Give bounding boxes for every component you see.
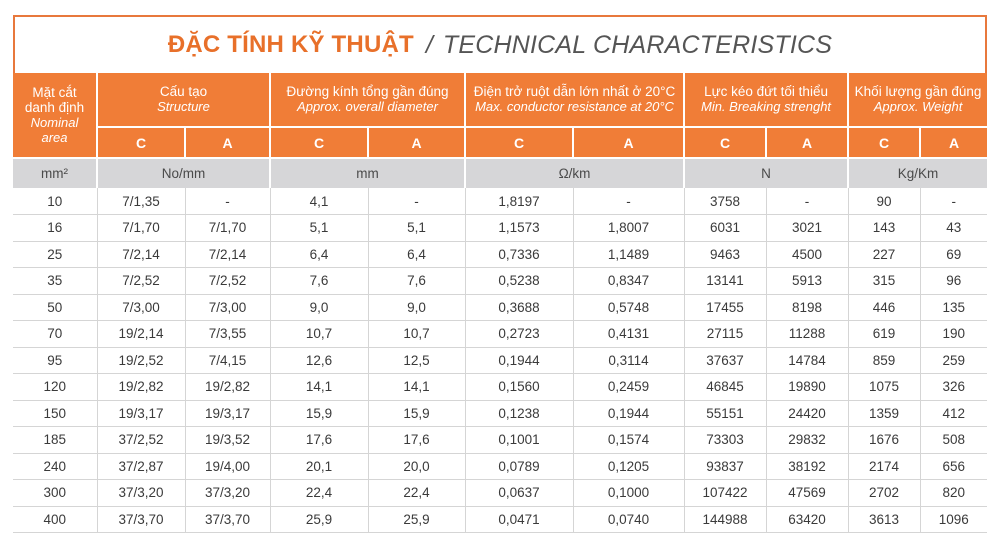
cell-weight-a: 259 [920, 347, 987, 374]
cell-structure-a: 37/3,20 [185, 480, 270, 507]
header-area-en-line2: area [41, 129, 68, 145]
cell-weight-c: 3613 [848, 506, 920, 533]
cell-diameter-c: 12,6 [270, 347, 368, 374]
cell-weight-c: 2702 [848, 480, 920, 507]
cell-breaking-a: 63420 [766, 506, 848, 533]
cell-structure-a: 7/3,55 [185, 321, 270, 348]
cell-weight-a: 43 [920, 215, 987, 242]
table-body [13, 188, 987, 533]
cell-weight-c: 143 [848, 215, 920, 242]
cell-area: 50 [13, 294, 97, 321]
table-row [13, 241, 987, 268]
cell-breaking-a: 29832 [766, 427, 848, 454]
sub-header-a: A [185, 127, 270, 158]
cell-resistance-a: 1,8007 [573, 215, 684, 242]
cell-area: 10 [13, 188, 97, 215]
cell-area: 185 [13, 427, 97, 454]
table-row [13, 294, 987, 321]
header-diameter-en: Approx. overall diameter [297, 98, 438, 114]
cell-breaking-c: 93837 [684, 453, 766, 480]
header-resistance-en: Max. conductor resistance at 20°C [475, 98, 674, 114]
cell-structure-a: 7/3,00 [185, 294, 270, 321]
cell-weight-c: 1075 [848, 374, 920, 401]
cell-diameter-c: 14,1 [270, 374, 368, 401]
cell-resistance-a: 0,1000 [573, 480, 684, 507]
cell-structure-a: 19/3,17 [185, 400, 270, 427]
cell-structure-c: 7/1,70 [97, 215, 185, 242]
header-nominal-area [13, 73, 97, 158]
cell-weight-a: 820 [920, 480, 987, 507]
cell-weight-a: 1096 [920, 506, 987, 533]
cell-resistance-a: - [573, 188, 684, 215]
cell-weight-a: 412 [920, 400, 987, 427]
cell-resistance-c: 0,7336 [465, 241, 573, 268]
sub-header-a: A [766, 127, 848, 158]
sub-header-c: C [848, 127, 920, 158]
cell-weight-a: 135 [920, 294, 987, 321]
cell-diameter-c: 10,7 [270, 321, 368, 348]
cell-area: 400 [13, 506, 97, 533]
cell-resistance-c: 0,2723 [465, 321, 573, 348]
cell-breaking-a: 3021 [766, 215, 848, 242]
cell-area: 95 [13, 347, 97, 374]
cell-resistance-a: 0,8347 [573, 268, 684, 295]
cell-structure-c: 19/2,82 [97, 374, 185, 401]
cell-structure-c: 7/2,14 [97, 241, 185, 268]
cell-breaking-c: 55151 [684, 400, 766, 427]
cell-diameter-c: 5,1 [270, 215, 368, 242]
cell-diameter-a: - [368, 188, 465, 215]
cell-diameter-a: 15,9 [368, 400, 465, 427]
cell-structure-a: 7/1,70 [185, 215, 270, 242]
unit-diameter: mm [270, 158, 465, 188]
sub-header-c: C [465, 127, 573, 158]
technical-characteristics-table [13, 73, 987, 533]
unit-structure: No/mm [97, 158, 270, 188]
header-area-en-line1: Nominal [30, 114, 79, 130]
cell-resistance-c: 0,0789 [465, 453, 573, 480]
cell-weight-a: 656 [920, 453, 987, 480]
cell-resistance-c: 0,1001 [465, 427, 573, 454]
cell-structure-c: 7/1,35 [97, 188, 185, 215]
cell-resistance-c: 0,3688 [465, 294, 573, 321]
cell-structure-c: 7/2,52 [97, 268, 185, 295]
cell-breaking-a: 47569 [766, 480, 848, 507]
cell-breaking-c: 144988 [684, 506, 766, 533]
cell-diameter-c: 17,6 [270, 427, 368, 454]
cell-diameter-a: 5,1 [368, 215, 465, 242]
cell-diameter-a: 22,4 [368, 480, 465, 507]
table-row [13, 347, 987, 374]
cell-resistance-c: 1,1573 [465, 215, 573, 242]
title-english: TECHNICAL CHARACTERISTICS [442, 30, 833, 59]
unit-breaking: N [684, 158, 848, 188]
cell-weight-a: 326 [920, 374, 987, 401]
cell-breaking-c: 107422 [684, 480, 766, 507]
table-row [13, 268, 987, 295]
cell-diameter-c: 4,1 [270, 188, 368, 215]
header-weight-en: Approx. Weight [873, 98, 963, 114]
cell-breaking-c: 13141 [684, 268, 766, 295]
cell-breaking-a: - [766, 188, 848, 215]
cell-structure-a: 19/3,52 [185, 427, 270, 454]
cell-weight-c: 446 [848, 294, 920, 321]
cell-resistance-a: 0,1205 [573, 453, 684, 480]
header-structure-vi: Cấu tạo [159, 84, 208, 100]
cell-structure-c: 37/2,52 [97, 427, 185, 454]
cell-weight-a: 96 [920, 268, 987, 295]
table-row [13, 453, 987, 480]
cell-area: 300 [13, 480, 97, 507]
cell-weight-c: 1359 [848, 400, 920, 427]
cell-structure-a: 7/2,52 [185, 268, 270, 295]
cell-breaking-a: 4500 [766, 241, 848, 268]
cell-structure-c: 37/3,20 [97, 480, 185, 507]
cell-resistance-a: 0,0740 [573, 506, 684, 533]
cell-diameter-c: 22,4 [270, 480, 368, 507]
cell-structure-a: 19/4,00 [185, 453, 270, 480]
cell-diameter-c: 6,4 [270, 241, 368, 268]
cell-resistance-a: 1,1489 [573, 241, 684, 268]
cell-breaking-c: 6031 [684, 215, 766, 242]
units-row [13, 158, 987, 188]
cell-weight-a: 508 [920, 427, 987, 454]
cell-structure-c: 37/3,70 [97, 506, 185, 533]
unit-resistance: Ω/km [465, 158, 684, 188]
cell-diameter-a: 14,1 [368, 374, 465, 401]
cell-resistance-c: 0,5238 [465, 268, 573, 295]
cell-area: 35 [13, 268, 97, 295]
cell-weight-a: - [920, 188, 987, 215]
cell-area: 70 [13, 321, 97, 348]
cell-resistance-a: 0,4131 [573, 321, 684, 348]
cell-diameter-c: 25,9 [270, 506, 368, 533]
header-structure [97, 73, 270, 127]
table-row [13, 215, 987, 242]
sub-header-row [13, 127, 987, 158]
cell-breaking-c: 73303 [684, 427, 766, 454]
cell-weight-c: 90 [848, 188, 920, 215]
unit-area: mm² [13, 158, 97, 188]
header-area-vi-line1: Mặt cắt [32, 84, 77, 100]
sub-header-a: A [368, 127, 465, 158]
cell-structure-a: 37/3,70 [185, 506, 270, 533]
cell-resistance-c: 0,0471 [465, 506, 573, 533]
cell-weight-c: 315 [848, 268, 920, 295]
cell-weight-a: 69 [920, 241, 987, 268]
cell-breaking-c: 46845 [684, 374, 766, 401]
cell-diameter-a: 12,5 [368, 347, 465, 374]
header-diameter [270, 73, 465, 127]
cell-structure-c: 19/2,14 [97, 321, 185, 348]
header-diameter-vi: Đường kính tổng gần đúng [286, 84, 449, 100]
unit-weight: Kg/Km [848, 158, 987, 188]
cell-resistance-a: 0,5748 [573, 294, 684, 321]
cell-weight-c: 227 [848, 241, 920, 268]
cell-weight-c: 619 [848, 321, 920, 348]
cell-diameter-a: 20,0 [368, 453, 465, 480]
header-row [13, 73, 987, 127]
cell-diameter-a: 17,6 [368, 427, 465, 454]
cell-resistance-c: 0,0637 [465, 480, 573, 507]
table-row [13, 480, 987, 507]
table-row [13, 374, 987, 401]
table-row [13, 427, 987, 454]
cell-diameter-c: 15,9 [270, 400, 368, 427]
cell-structure-c: 19/2,52 [97, 347, 185, 374]
cell-structure-c: 7/3,00 [97, 294, 185, 321]
title-vietnamese: ĐẶC TÍNH KỸ THUẬT [167, 31, 414, 58]
cell-weight-a: 190 [920, 321, 987, 348]
cell-breaking-c: 27115 [684, 321, 766, 348]
cell-breaking-a: 19890 [766, 374, 848, 401]
cell-resistance-c: 0,1238 [465, 400, 573, 427]
cell-breaking-c: 9463 [684, 241, 766, 268]
cell-weight-c: 2174 [848, 453, 920, 480]
cell-diameter-a: 9,0 [368, 294, 465, 321]
cell-breaking-a: 8198 [766, 294, 848, 321]
header-weight [848, 73, 987, 127]
cell-area: 25 [13, 241, 97, 268]
sub-header-c: C [684, 127, 766, 158]
sub-header-a: A [573, 127, 684, 158]
header-resistance-vi: Điện trở ruột dẫn lớn nhất ở 20°C [473, 84, 676, 100]
cell-area: 240 [13, 453, 97, 480]
cell-resistance-a: 0,2459 [573, 374, 684, 401]
cell-breaking-a: 11288 [766, 321, 848, 348]
cell-structure-a: 19/2,82 [185, 374, 270, 401]
cell-resistance-c: 0,1560 [465, 374, 573, 401]
header-structure-en: Structure [157, 98, 210, 114]
header-resistance [465, 73, 684, 127]
cell-breaking-c: 3758 [684, 188, 766, 215]
cell-diameter-c: 20,1 [270, 453, 368, 480]
header-breaking-strength [684, 73, 848, 127]
table-row [13, 188, 987, 215]
cell-breaking-a: 38192 [766, 453, 848, 480]
cell-diameter-c: 7,6 [270, 268, 368, 295]
cell-weight-c: 1676 [848, 427, 920, 454]
cell-structure-c: 37/2,87 [97, 453, 185, 480]
cell-breaking-c: 37637 [684, 347, 766, 374]
cell-diameter-c: 9,0 [270, 294, 368, 321]
cell-breaking-c: 17455 [684, 294, 766, 321]
cell-diameter-a: 10,7 [368, 321, 465, 348]
cell-resistance-c: 1,8197 [465, 188, 573, 215]
sub-header-c: C [97, 127, 185, 158]
title-banner [13, 15, 987, 73]
cell-weight-c: 859 [848, 347, 920, 374]
cell-area: 120 [13, 374, 97, 401]
cell-resistance-a: 0,1574 [573, 427, 684, 454]
table-row [13, 400, 987, 427]
cell-diameter-a: 25,9 [368, 506, 465, 533]
sub-header-a: A [920, 127, 987, 158]
sub-header-c: C [270, 127, 368, 158]
cell-resistance-c: 0,1944 [465, 347, 573, 374]
cell-diameter-a: 7,6 [368, 268, 465, 295]
header-area-vi-line2: danh định [24, 100, 85, 116]
cell-diameter-a: 6,4 [368, 241, 465, 268]
table-row [13, 506, 987, 533]
header-breaking-en: Min. Breaking strenght [700, 98, 832, 114]
title-separator: / [425, 30, 433, 59]
cell-structure-c: 19/3,17 [97, 400, 185, 427]
cell-resistance-a: 0,1944 [573, 400, 684, 427]
cell-structure-a: 7/4,15 [185, 347, 270, 374]
cell-breaking-a: 24420 [766, 400, 848, 427]
table-row [13, 321, 987, 348]
cell-breaking-a: 14784 [766, 347, 848, 374]
cell-area: 16 [13, 215, 97, 242]
header-breaking-vi: Lực kéo đứt tối thiểu [704, 84, 828, 100]
cell-resistance-a: 0,3114 [573, 347, 684, 374]
cell-breaking-a: 5913 [766, 268, 848, 295]
cell-structure-a: - [185, 188, 270, 215]
cell-structure-a: 7/2,14 [185, 241, 270, 268]
header-weight-vi: Khối lượng gần đúng [854, 84, 982, 100]
cell-area: 150 [13, 400, 97, 427]
